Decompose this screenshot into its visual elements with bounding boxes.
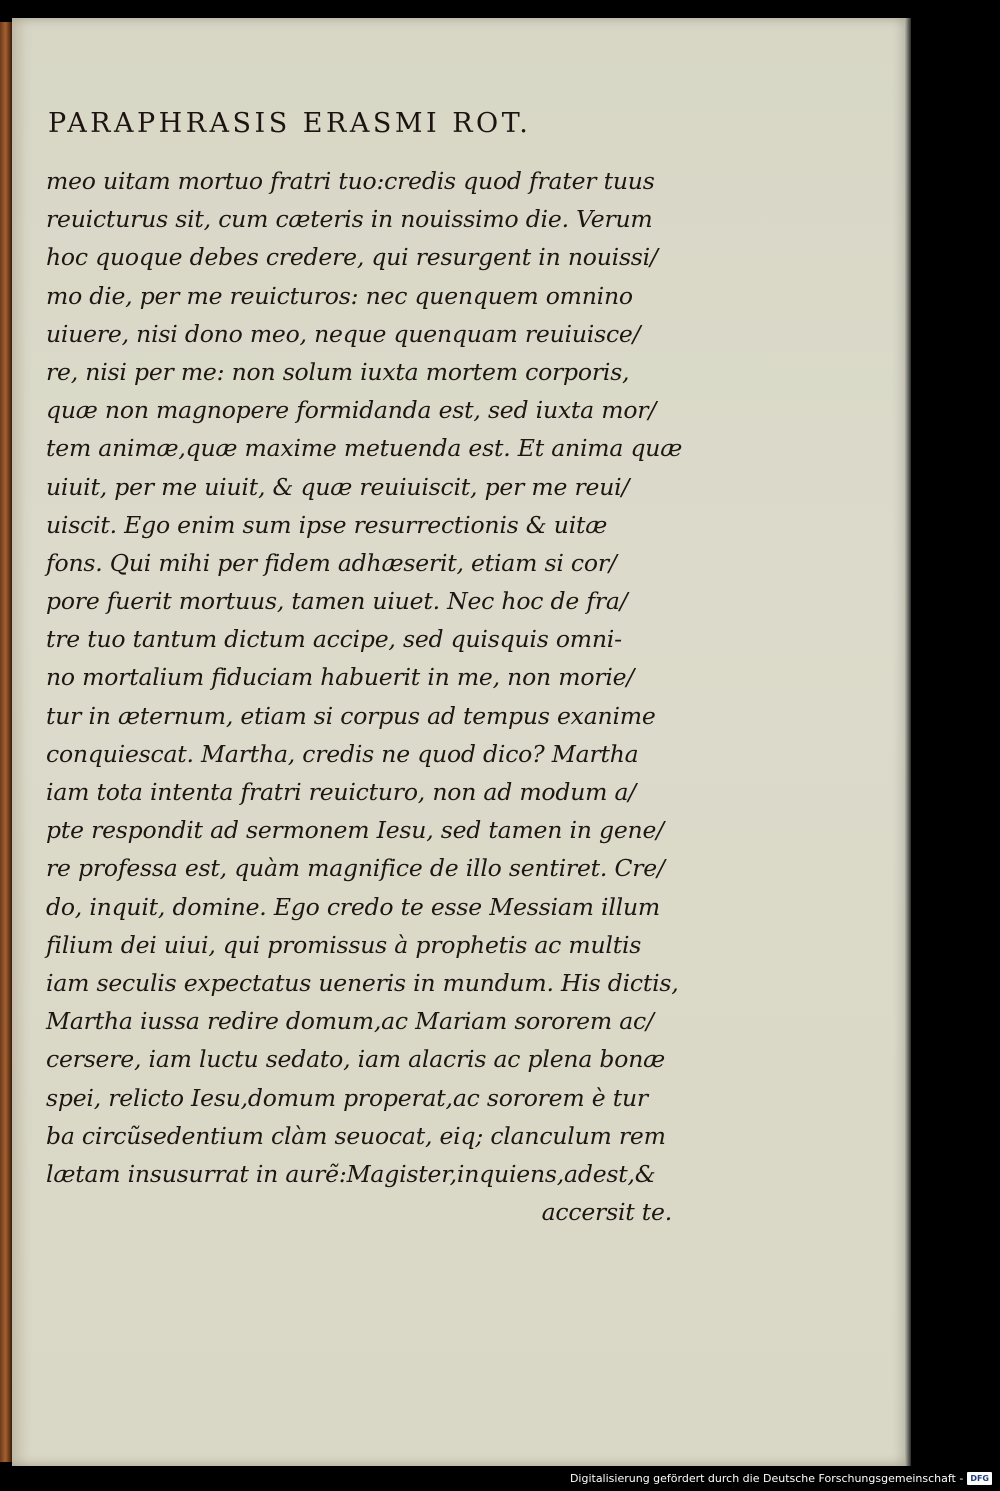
page-edge <box>905 18 911 1466</box>
text-line: filium dei uiui, qui promissus à prophetis ac multis <box>46 930 642 959</box>
text-line: tre tuo tantum dictum accipe, sed quisquis omni- <box>46 625 622 654</box>
catchword-line: accersit te. <box>541 1198 672 1227</box>
text-line: lætam insusurrat in aurẽ:Magister,inquiens,adest,& <box>46 1159 656 1188</box>
footer-text: Digitalisierung gefördert durch die Deutsche Forschungsgemeinschaft - <box>569 1471 964 1485</box>
text-line: iam seculis expectatus ueneris in mundum. His dictis, <box>46 968 679 997</box>
text-line: pte respondit ad sermonem Iesu, sed tamen in gene/ <box>46 816 664 845</box>
text-line: mo die, per me reuicturos: nec quenquem omnino <box>46 281 633 310</box>
text-line: cersere, iam luctu sedato, iam alacris ac plena bonæ <box>46 1045 666 1074</box>
text-line: no mortalium fiduciam habuerit in me, non morie/ <box>46 663 635 692</box>
text-line: reuicturus sit, cum cæteris in nouissimo die. Verum <box>46 205 653 234</box>
text-line: tur in æternum, etiam si corpus ad tempus exanime <box>46 701 656 730</box>
text-line: uiuere, nisi dono meo, neque quenquam reuiuisce/ <box>46 319 641 348</box>
body-text <box>46 162 686 1231</box>
dfg-logo-icon: DFG <box>967 1472 992 1485</box>
text-line: re, nisi per me: non solum iuxta mortem corporis, <box>46 357 630 386</box>
text-line: Martha iussa redire domum,ac Mariam sororem ac/ <box>46 1007 654 1036</box>
text-line: quæ non magnopere formidanda est, sed iuxta mor/ <box>46 396 657 425</box>
binding-edge <box>0 22 12 1462</box>
text-line: tem animæ,quæ maxime metuenda est. Et anima quæ <box>46 434 683 463</box>
text-line: hoc quoque debes credere, qui resurgent in nouissi/ <box>46 243 658 272</box>
text-line: ba circũsedentium clàm seuocat, eiq; clanculum rem <box>46 1121 666 1150</box>
text-line: do, inquit, domine. Ego credo te esse Messiam illum <box>46 892 660 921</box>
running-head: PARAPHRASIS ERASMI ROT. <box>48 108 532 139</box>
text-line: pore fuerit mortuus, tamen uiuet. Nec hoc de fra/ <box>46 587 628 616</box>
text-line: re professa est, quàm magnifice de illo sentiret. Cre/ <box>46 854 665 883</box>
footer-credit <box>570 1467 992 1489</box>
text-line: conquiescat. Martha, credis ne quod dico? Martha <box>46 739 639 768</box>
text-line: uiscit. Ego enim sum ipse resurrectionis & uitæ <box>46 510 608 539</box>
text-line: uiuit, per me uiuit, & quæ reuiuiscit, per me reui/ <box>46 472 630 501</box>
text-line: spei, relicto Iesu,domum properat,ac sororem è tur <box>46 1083 648 1112</box>
text-line: iam tota intenta fratri reuicturo, non ad modum a/ <box>46 778 637 806</box>
text-line: fons. Qui mihi per fidem adhæserit, etiam si cor/ <box>46 548 617 577</box>
text-line: meo uitam mortuo fratri tuo:credis quod frater tuus <box>46 167 655 195</box>
